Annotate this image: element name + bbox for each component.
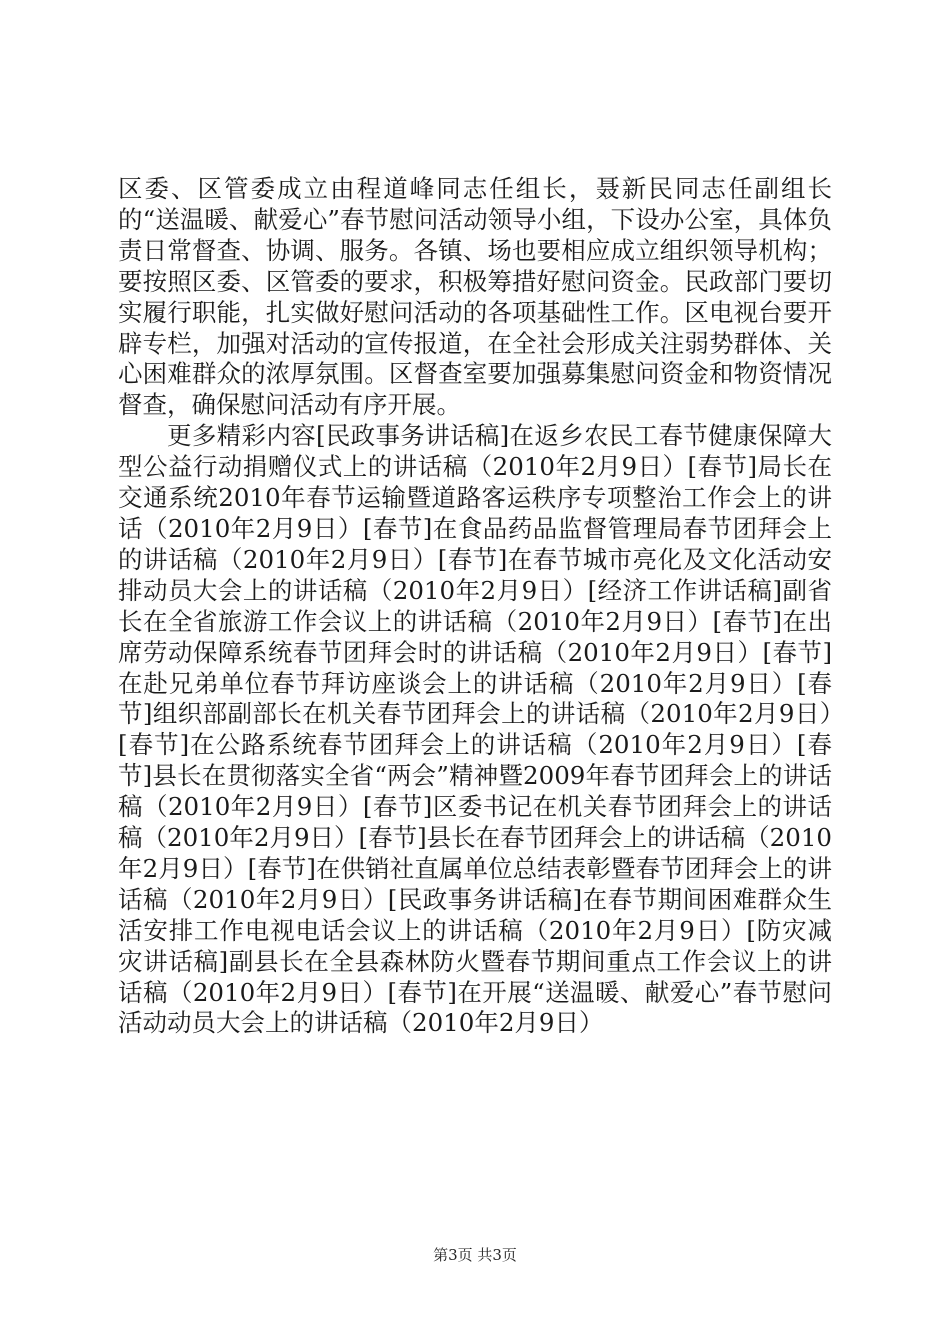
- page-number-footer: 第3页 共3页: [433, 1246, 517, 1264]
- document-body: [118, 174, 832, 1039]
- body-paragraph-1: 区委、区管委成立由程道峰同志任组长，聂新民同志任副组长的“送温暖、献爱心”春节慰问活动领导小组，下设办公室，具体负责日常督查、协调、服务。各镇、场也要相应成立组织领导机构；要按照区委、区管委的要求，积极筹措好慰问资金。民政部门要切实履行职能，扎实做好慰问活动的各项基础性工作。区电视台要开辟专栏，加强对活动的宣传报道，在全社会形成关注弱势群体、关心困难群众的浓厚氛围。区督查室要加强募集慰问资金和物资情况督查，确保慰问活动有序开展。: [118, 174, 832, 420]
- body-paragraph-2: 更多精彩内容[民政事务讲话稿]在返乡农民工春节健康保障大型公益行动捐赠仪式上的讲话稿（2010年2月9日）[春节]局长在交通系统2010年春节运输暨道路客运秩序专项整治工作会上的讲话（2010年2月9日）[春节]在食品药品监督管理局春节团拜会上的讲话稿（2010年2月9日）[春节]在春节城市亮化及文化活动安排动员大会上的讲话稿（2010年2月9日）[经济工作讲话稿]副省长在全省旅游工作会议上的讲话稿（2010年2月9日）[春节]在出席劳动保障系统春节团拜会时的讲话稿（2010年2月9日）[春节]在赴兄弟单位春节拜访座谈会上的讲话稿（2010年2月9日）[春节]组织部副部长在机关春节团拜会上的讲话稿（2010年2月9日）[春节]在公路系统春节团拜会上的讲话稿（2010年2月9日）[春节]县长在贯彻落实全省“两会”精神暨2009年春节团拜会上的讲话稿（2010年2月9日）[春节]区委书记在机关春节团拜会上的讲话稿（2010年2月9日）[春节]县长在春节团拜会上的讲话稿（2010年2月9日）[春节]在供销社直属单位总结表彰暨春节团拜会上的讲话稿（2010年2月9日）[民政事务讲话稿]在春节期间困难群众生活安排工作电视电话会议上的讲话稿（2010年2月9日）[防灾减灾讲话稿]副县长在全县森林防火暨春节期间重点工作会议上的讲话稿（2010年2月9日）[春节]在开展“送温暖、献爱心”春节慰问活动动员大会上的讲话稿（2010年2月9日）: [118, 421, 832, 1038]
